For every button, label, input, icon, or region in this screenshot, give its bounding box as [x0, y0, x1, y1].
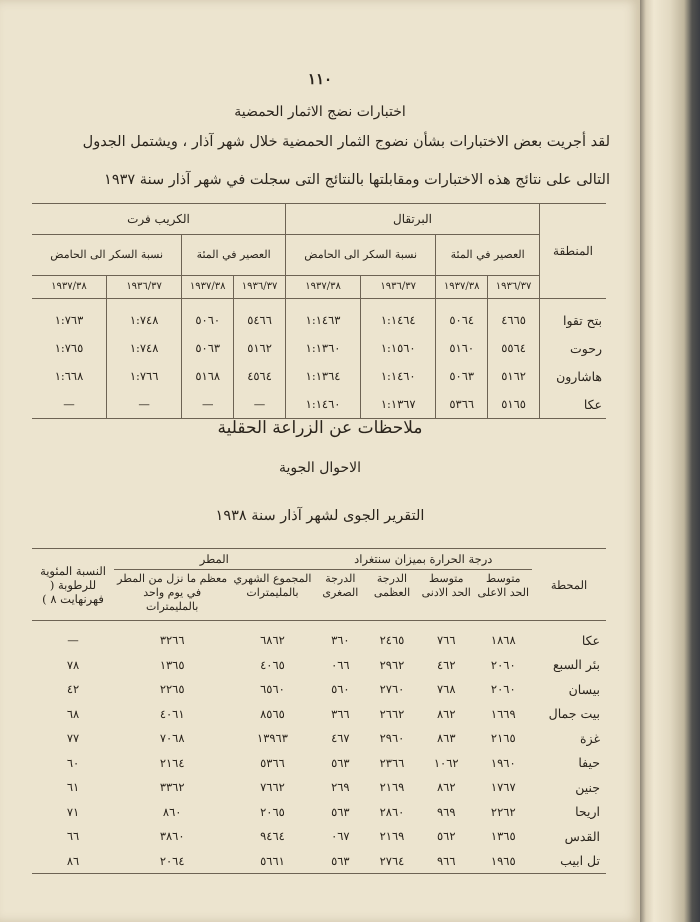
- value-cell: ١:١٣٦٤: [285, 362, 360, 390]
- value-cell: ٨٦: [66, 853, 80, 868]
- table-row: [32, 751, 606, 776]
- value-cell: ٨٦٣: [436, 731, 456, 746]
- value-cell: ١:٧٦٣: [54, 313, 84, 327]
- section-title: اختبارات نضج الاثمار الحمضية: [234, 104, 406, 120]
- value-cell: ١:١٣٦٧: [361, 390, 436, 419]
- value-cell: ١٣٦٥: [159, 657, 185, 672]
- value-cell: ١:١٤٦٤: [361, 299, 436, 335]
- value-cell: ٢٦٦٢: [379, 706, 405, 721]
- value-cell: ١:١٣٦٠: [285, 334, 360, 362]
- citrus-ripeness-table: [32, 203, 606, 419]
- orange-sugar-header: نسبة السكر الى الحامض: [285, 235, 435, 276]
- value-cell: ٤٦٧: [331, 731, 350, 746]
- group-rain-header: المطر: [114, 549, 315, 570]
- value-cell: ٥٠٦٣: [182, 334, 234, 362]
- value-cell: ٥١٦٢: [488, 362, 540, 390]
- station-cell: حيفا: [578, 755, 600, 771]
- min-avg-header: متوسط الحد الادنى: [418, 570, 475, 621]
- rain-max-day-header: معظم ما نزل من المطر في يوم واحد بالمليمترات: [114, 570, 230, 621]
- value-cell: ٥٦٣: [331, 804, 350, 819]
- value-cell: ٢٠٦٠: [490, 657, 516, 672]
- value-cell: ٥١٦٥: [488, 390, 540, 419]
- value-cell: ٥١٦٨: [182, 362, 234, 390]
- value-cell: ٨٦٠: [162, 804, 182, 819]
- value-cell: ١٠٦٢: [433, 755, 459, 770]
- value-cell: ٢٠٦٤: [159, 853, 185, 868]
- value-cell: ٧٦٦: [436, 633, 456, 648]
- year-header: ١٩٣٧/٣٨: [182, 276, 234, 299]
- station-cell: القدس: [564, 828, 600, 844]
- value-cell: ٥٥٦٤: [488, 334, 540, 362]
- value-cell: ٥٦٣: [331, 755, 350, 770]
- region-cell: هاشارون: [540, 362, 607, 390]
- table-row: [32, 824, 606, 849]
- value-cell: ٢٧٦٤: [379, 853, 405, 868]
- value-cell: ١:١٤٦٠: [361, 362, 436, 390]
- year-header: ١٩٣٧/٣٨: [285, 276, 360, 299]
- value-cell: ٤٥٦٤: [234, 362, 286, 390]
- col-region-header: المنطقة: [540, 204, 607, 299]
- value-cell: —: [63, 397, 75, 411]
- min-temp-header: الدرجة الصغرى: [315, 570, 367, 621]
- region-cell: عكا: [540, 390, 607, 419]
- region-cell: رحوت: [540, 334, 607, 362]
- value-cell: ٧٧: [66, 731, 80, 746]
- region-cell: بتح تقوا: [540, 299, 607, 335]
- station-cell: تل ابيب: [560, 853, 600, 869]
- station-cell: اريحا: [575, 804, 600, 820]
- value-cell: ١:١٤٦٣: [285, 299, 360, 335]
- table-row: [32, 334, 606, 362]
- value-cell: ٢٦٩: [331, 780, 350, 795]
- year-header: ١٩٣٧/٣٨: [32, 276, 106, 299]
- table-row: [32, 362, 606, 390]
- value-cell: ٦٠: [66, 755, 80, 770]
- value-cell: ٢٧٦٠: [379, 682, 405, 697]
- value-cell: ١٦٦٩: [490, 706, 516, 721]
- value-cell: ٥٦٢: [436, 829, 456, 844]
- field-crops-heading: ملاحظات عن الزراعة الحقلية: [217, 418, 423, 438]
- value-cell: ٩٦٦: [436, 853, 456, 868]
- value-cell: ٥٣٦٦: [436, 390, 488, 419]
- value-cell: ١٩٦٠: [490, 755, 516, 770]
- book-spine: [640, 0, 700, 922]
- table-row: [32, 849, 606, 874]
- group-grapefruit-header: الكريب فرت: [32, 204, 285, 235]
- value-cell: ٠٦٦: [331, 657, 350, 672]
- value-cell: ١:٦٦٨: [54, 369, 84, 383]
- page-number: ١١٠: [307, 70, 333, 88]
- value-cell: ٨٥٦٥: [260, 706, 285, 721]
- station-cell: عكا: [581, 632, 600, 648]
- value-cell: ٢١٦٤: [159, 755, 185, 770]
- value-cell: ٨٦٢: [436, 706, 456, 721]
- year-header: ١٩٣٦/٣٧: [106, 276, 181, 299]
- value-cell: —: [106, 390, 181, 419]
- year-header: ١٩٣٧/٣٨: [436, 276, 488, 299]
- value-cell: ٣٨٦٠: [159, 829, 185, 844]
- value-cell: ٥٠٦٤: [436, 299, 488, 335]
- humidity-header: النسبة المئوية للرطوبة ( فهرنهايت ٨ ): [32, 549, 114, 621]
- table-row: [32, 702, 606, 727]
- value-cell: ٥١٦٠: [436, 334, 488, 362]
- value-cell: ١٣٩٦٣: [257, 731, 288, 746]
- value-cell: ٦١: [66, 780, 80, 795]
- station-cell: بيت جمال: [548, 706, 600, 722]
- table-row: [32, 299, 606, 335]
- value-cell: ٥٠٦٠: [182, 299, 234, 335]
- value-cell: ٧٦٦٢: [260, 780, 285, 795]
- paragraph-line-2: التالى على نتائج هذه الاختبارات ومقابلتها بالنتائج التى سجلت في شهر آذار سنة ١٩٣٧: [104, 172, 610, 188]
- max-avg-header: متوسط الحد الاعلى: [475, 570, 532, 621]
- value-cell: ١:١٥٦٠: [361, 334, 436, 362]
- value-cell: ١٩٦٥: [490, 853, 516, 868]
- value-cell: ٢٢٦٥: [159, 682, 185, 697]
- value-cell: ٥١٦٢: [234, 334, 286, 362]
- value-cell: ١:١٤٦٠: [285, 390, 360, 419]
- station-cell: جنين: [575, 779, 600, 795]
- value-cell: ٢٠٦٠: [490, 682, 516, 697]
- value-cell: ٤٠٦٥: [260, 657, 285, 672]
- grapefruit-juice-header: العصير في المئة: [182, 235, 286, 276]
- table-row: [32, 677, 606, 702]
- table-row: [32, 621, 606, 653]
- value-cell: ٥٠٦٣: [436, 362, 488, 390]
- value-cell: ٢٩٦٠: [379, 731, 405, 746]
- value-cell: ٥٤٦٦: [234, 299, 286, 335]
- value-cell: ١:٧٤٨: [106, 334, 181, 362]
- group-temp-header: درجة الحرارة بميزان سنتغراد: [315, 549, 532, 570]
- value-cell: ٢٨٦٠: [379, 804, 405, 819]
- table-row: [32, 726, 606, 751]
- year-header: ١٩٣٦/٣٧: [488, 276, 540, 299]
- value-cell: ١:٧٤٨: [106, 299, 181, 335]
- value-cell: ٣٢٦٦: [159, 633, 185, 648]
- value-cell: ٠٦٧: [331, 829, 350, 844]
- value-cell: ٢٤٦٥: [379, 633, 405, 648]
- year-header: ١٩٣٦/٣٧: [361, 276, 436, 299]
- value-cell: —: [182, 390, 234, 419]
- weather-table: [32, 548, 606, 874]
- value-cell: ٥٦٣: [331, 853, 350, 868]
- value-cell: ٦٨: [66, 706, 80, 721]
- max-temp-header: الدرجة العظمى: [366, 570, 418, 621]
- value-cell: ١٧٦٧: [490, 780, 516, 795]
- value-cell: ٢٢٦٢: [490, 804, 516, 819]
- table-row: [32, 775, 606, 800]
- value-cell: ٦٥٦٠: [260, 682, 285, 697]
- value-cell: ٢١٦٥: [490, 731, 516, 746]
- table-row: [32, 390, 606, 419]
- weather-report-title: التقرير الجوى لشهر آذار سنة ١٩٣٨: [215, 508, 425, 524]
- value-cell: ٤٦٢: [436, 657, 456, 672]
- value-cell: ٩٤٦٤: [260, 829, 285, 844]
- value-cell: ٦٨٦٢: [260, 633, 285, 648]
- value-cell: ٥٦٦١: [260, 853, 285, 868]
- value-cell: ٨٦٢: [436, 780, 456, 795]
- value-cell: ٥٣٦٦: [260, 755, 285, 770]
- station-cell: غزة: [580, 730, 600, 746]
- value-cell: ٦٦: [66, 829, 80, 844]
- value-cell: ٢٣٦٦: [379, 755, 405, 770]
- weather-subheading: الاحوال الجوية: [278, 460, 362, 476]
- group-orange-header: البرتقال: [285, 204, 539, 235]
- value-cell: ٣٦٠: [331, 633, 350, 648]
- value-cell: ٧٨: [66, 657, 80, 672]
- paragraph-line-1: لقد أجريت بعض الاختبارات بشأن نضوج الثمار الحمضية خلال شهر آذار ، ويشتمل الجدول: [82, 134, 610, 150]
- value-cell: ٥٦٠: [331, 682, 350, 697]
- value-cell: ٧٦٨: [436, 682, 456, 697]
- value-cell: ٣٦٦: [331, 706, 350, 721]
- station-cell: بيسان: [568, 681, 600, 697]
- orange-juice-header: العصير في المئة: [436, 235, 540, 276]
- grapefruit-sugar-header: نسبة السكر الى الحامض: [32, 235, 182, 276]
- value-cell: ١:٧٦٥: [54, 341, 84, 355]
- col-station-header: المحطة: [532, 549, 606, 621]
- value-cell: ١٣٦٥: [490, 829, 516, 844]
- value-cell: ١٨٦٨: [490, 633, 516, 648]
- station-cell: بئر السبع: [553, 657, 600, 673]
- value-cell: ٢٠٦٥: [260, 804, 285, 819]
- value-cell: —: [67, 633, 79, 648]
- value-cell: ٢٩٦٢: [379, 657, 405, 672]
- value-cell: ٧١: [66, 804, 80, 819]
- value-cell: ٢١٦٩: [379, 780, 405, 795]
- table-row: [32, 800, 606, 825]
- value-cell: ٣٣٦٢: [159, 780, 185, 795]
- year-header: ١٩٣٦/٣٧: [234, 276, 286, 299]
- rain-total-header: المجموع الشهري بالمليمترات: [230, 570, 314, 621]
- table-row: [32, 653, 606, 678]
- value-cell: ٤٦٦٥: [488, 299, 540, 335]
- value-cell: ٩٦٩: [436, 804, 456, 819]
- value-cell: ٧٠٦٨: [159, 731, 185, 746]
- value-cell: —: [234, 390, 286, 419]
- value-cell: ٤٢: [66, 682, 80, 697]
- value-cell: ١:٧٦٦: [106, 362, 181, 390]
- value-cell: ٢١٦٩: [379, 829, 405, 844]
- value-cell: ٤٠٦١: [159, 706, 185, 721]
